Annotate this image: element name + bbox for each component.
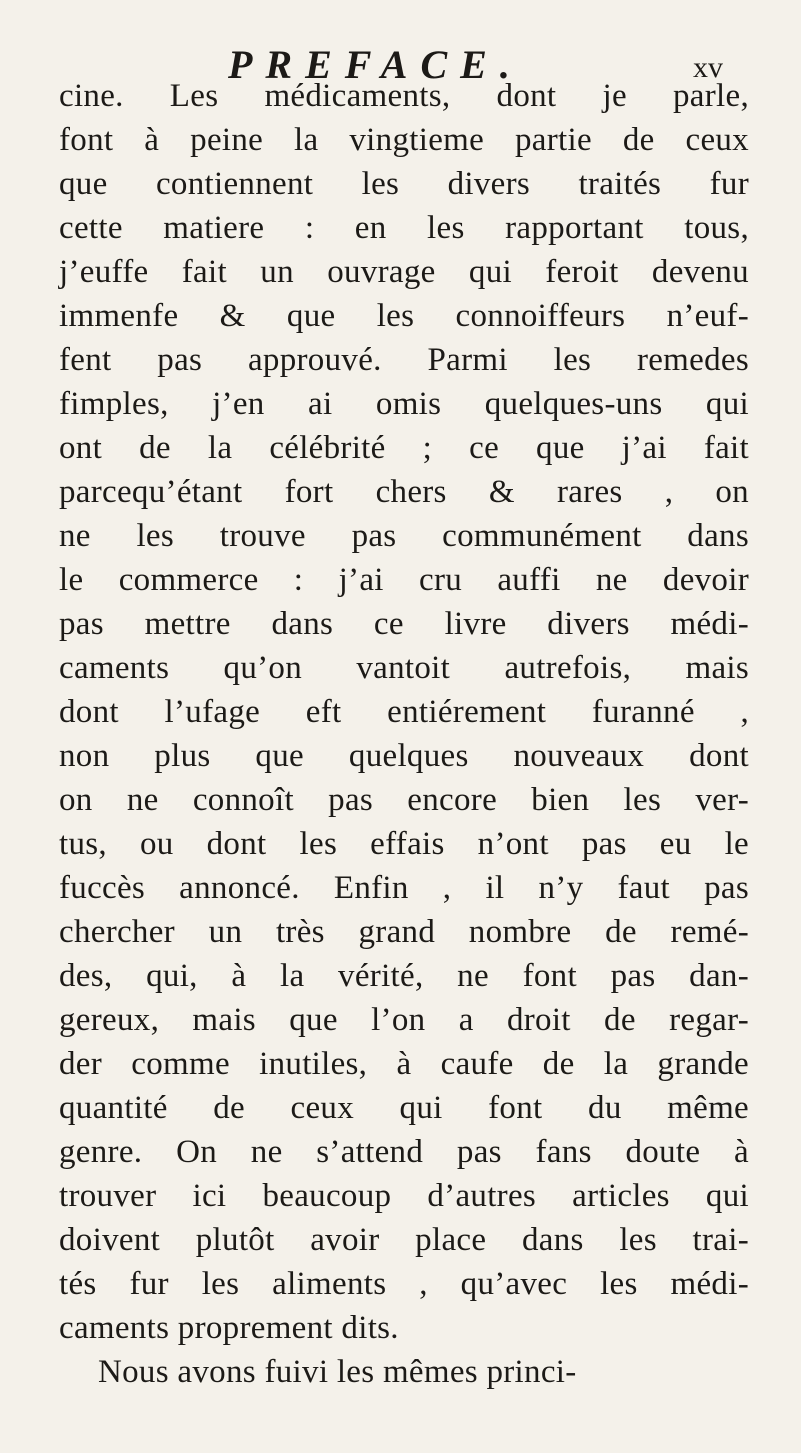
text-line: immenfe & que les connoiffeurs n’euf- xyxy=(59,298,749,334)
text-line: parcequ’étant fort chers & rares , on xyxy=(59,474,749,510)
text-line: trouver ici beaucoup d’autres articles qui xyxy=(59,1178,749,1214)
text-line: genre. On ne s’attend pas fans doute à xyxy=(59,1134,749,1170)
text-line: le commerce : j’ai cru auffi ne devoir xyxy=(59,562,749,598)
text-line: fent pas approuvé. Parmi les remedes xyxy=(59,342,749,378)
text-line: dont l’ufage eft entiérement furanné , xyxy=(59,694,749,730)
text-line: doivent plutôt avoir place dans les trai- xyxy=(59,1222,749,1258)
text-line: ont de la célébrité ; ce que j’ai fait xyxy=(59,430,749,466)
text-line: on ne connoît pas encore bien les ver- xyxy=(59,782,749,818)
text-line: cine. Les médicaments, dont je parle, xyxy=(59,78,749,114)
running-title: PREFACE. xyxy=(228,42,523,87)
text-line: font à peine la vingtieme partie de ceux xyxy=(59,122,749,158)
text-line: Nous avons fuivi les mêmes princi- xyxy=(98,1354,577,1390)
text-line: chercher un très grand nombre de remé- xyxy=(59,914,749,950)
text-line: tés fur les aliments , qu’avec les médi- xyxy=(59,1266,749,1302)
text-line: caments qu’on vantoit autrefois, mais xyxy=(59,650,749,686)
text-line: non plus que quelques nouveaux dont xyxy=(59,738,749,774)
text-line: des, qui, à la vérité, ne font pas dan- xyxy=(59,958,749,994)
text-line: fimples, j’en ai omis quelques-uns qui xyxy=(59,386,749,422)
text-line: der comme inutiles, à caufe de la grande xyxy=(59,1046,749,1082)
text-line: quantité de ceux qui font du même xyxy=(59,1090,749,1126)
text-line: que contiennent les divers traités fur xyxy=(59,166,749,202)
text-line: ne les trouve pas communément dans xyxy=(59,518,749,554)
text-line: cette matiere : en les rapportant tous, xyxy=(59,210,749,246)
text-line: j’euffe fait un ouvrage qui feroit devenu xyxy=(59,254,749,290)
text-line: gereux, mais que l’on a droit de regar- xyxy=(59,1002,749,1038)
text-line: tus, ou dont les effais n’ont pas eu le xyxy=(59,826,749,862)
page-number: xv xyxy=(693,51,723,84)
text-line: fuccès annoncé. Enfin , il n’y faut pas xyxy=(59,870,749,906)
text-line: caments proprement dits. xyxy=(59,1310,399,1346)
text-line: pas mettre dans ce livre divers médi- xyxy=(59,606,749,642)
